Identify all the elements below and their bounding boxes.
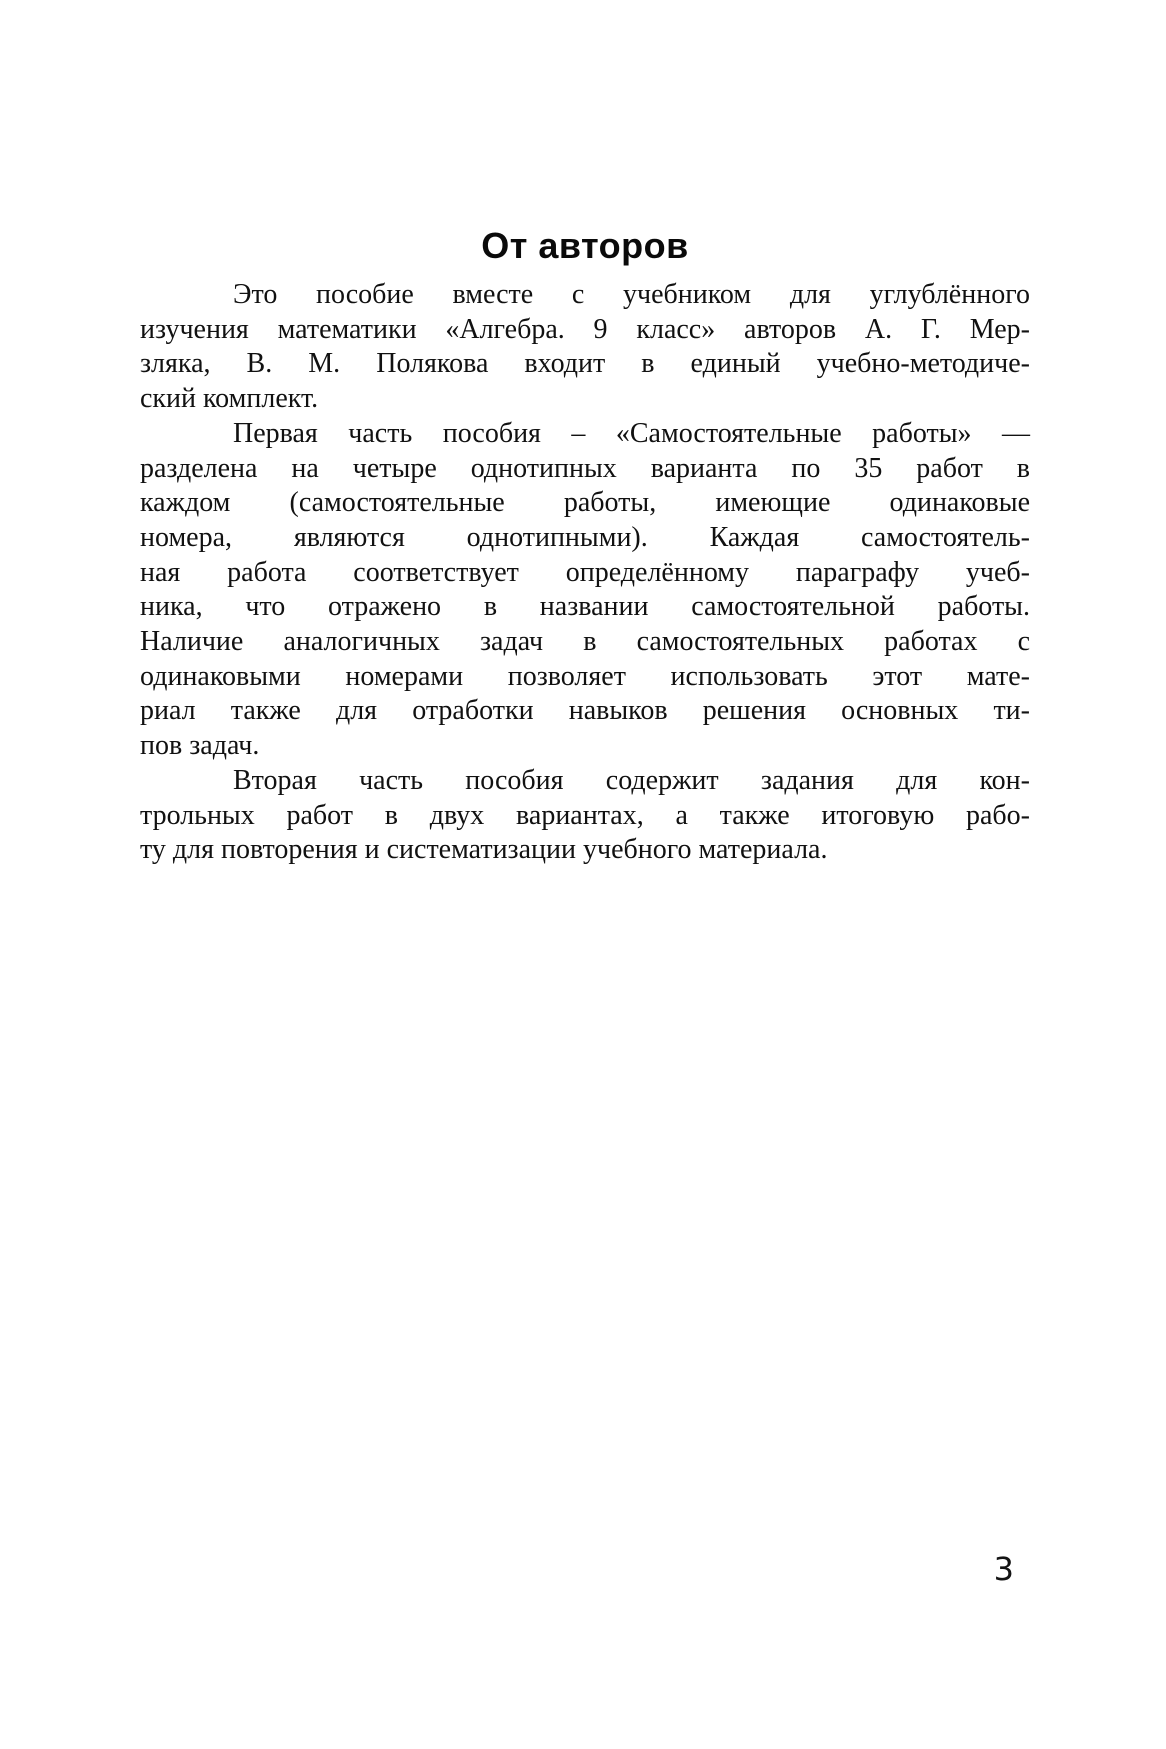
paragraph: [140, 278, 1030, 417]
text-line: Вторая часть пособия содержит задания для кон-: [233, 764, 1030, 796]
text-line: ту для повторения и систематизации учебного материала.: [140, 834, 828, 866]
text-line: ника, что отражено в названии самостоятельной работы.: [140, 591, 1030, 623]
text-line: Это пособие вместе с учебником для углублённого: [233, 279, 1030, 310]
text-line: Первая часть пособия – «Самостоятельные работы» —: [233, 417, 1030, 449]
text-line: ский комплект.: [140, 383, 319, 415]
text-line: риал также для отработки навыков решения основных ти-: [140, 695, 1030, 727]
body-text: [140, 278, 1030, 868]
text-line: разделена на четыре однотипных варианта по 35 работ в: [140, 452, 1030, 484]
text-line: пов задач.: [140, 730, 260, 762]
page-number: 3: [993, 1550, 1014, 1588]
paragraph: [140, 764, 1030, 868]
text-line: ная работа соответствует определённому параграфу учеб-: [140, 556, 1030, 588]
paragraph: [140, 417, 1030, 764]
text-line: изучения математики «Алгебра. 9 класс» авторов А. Г. Мер-: [140, 313, 1030, 345]
page-title: От авторов: [481, 225, 689, 267]
text-line: одинаковыми номерами позволяет использовать этот мате-: [140, 660, 1030, 692]
text-line: номера, являются однотипными). Каждая самостоятель-: [140, 521, 1030, 553]
text-line: трольных работ в двух вариантах, а также итоговую рабо-: [140, 799, 1030, 831]
text-line: зляка, В. М. Полякова входит в единый учебно-методиче-: [140, 348, 1030, 380]
text-line: каждом (самостоятельные работы, имеющие одинаковые: [140, 487, 1030, 519]
text-line: Наличие аналогичных задач в самостоятельных работах с: [140, 626, 1030, 658]
